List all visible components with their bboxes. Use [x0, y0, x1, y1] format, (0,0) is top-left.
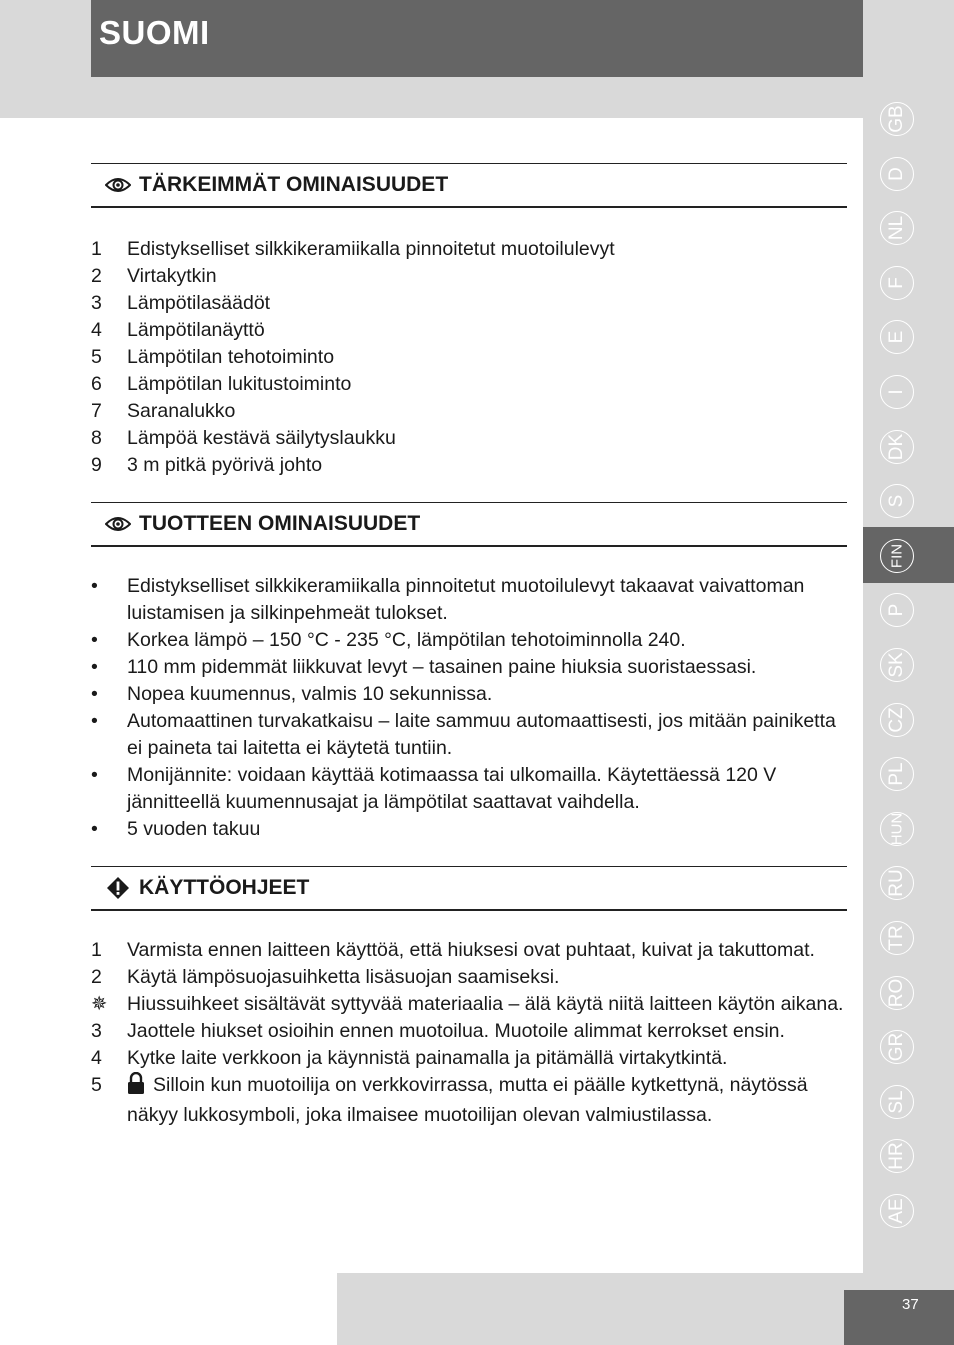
language-tab-dk[interactable]: [880, 423, 914, 471]
bullet: •: [91, 683, 98, 705]
language-tab-sl[interactable]: [880, 1078, 914, 1126]
language-tab-ro[interactable]: [880, 969, 914, 1017]
item-text: Virtakytkin: [127, 265, 217, 287]
item-text: Lämpötilanäyttö: [127, 319, 265, 341]
list-item: [91, 398, 847, 425]
spark-icon: ✵: [91, 993, 108, 1015]
list-item: [91, 708, 847, 762]
item-text: Edistykselliset silkkikeramiikalla pinnoitetut muotoilulevyt takaavat vaivattoman luistamisen ja silkinpehmeät tulokset.: [127, 575, 805, 624]
language-tab-label: RU: [886, 869, 907, 898]
page-number-box: [844, 1290, 954, 1345]
item-text: Lämpötilasäädöt: [127, 292, 271, 314]
list-item: [91, 452, 847, 479]
list-item: [91, 573, 847, 627]
item-text: Lämpötilan lukitustoiminto: [127, 373, 352, 395]
page-number: 37: [902, 1296, 919, 1313]
section-heading-text: TUOTTEEN OMINAISUUDET: [139, 512, 421, 535]
eye-icon: [103, 512, 133, 536]
item-number: 6: [91, 373, 102, 395]
item-text: Hiussuihkeet sisältävät syttyvää materiaalia – älä käytä niitä laitteen käytön aikana.: [127, 993, 844, 1015]
language-tab-label: F: [886, 276, 907, 289]
section-heading: [91, 502, 847, 547]
title-bar: [91, 0, 863, 77]
list-item: [91, 654, 847, 681]
item-text: Kytke laite verkkoon ja käynnistä painamalla ja pitämällä virtakytkintä.: [127, 1047, 728, 1069]
item-number: 5: [91, 346, 102, 368]
language-tab-label: HR: [886, 1142, 907, 1171]
item-number: 9: [91, 454, 102, 476]
bullet: •: [91, 656, 98, 678]
warning-icon: [103, 876, 133, 900]
item-text: 5 vuoden takuu: [127, 818, 261, 840]
bullet: •: [91, 575, 98, 597]
language-tab-sk[interactable]: [880, 641, 914, 689]
language-tab-label: FIN: [888, 543, 906, 568]
section-heading: [91, 866, 847, 911]
language-tab-label: PL: [886, 762, 907, 786]
item-number: 1: [91, 939, 102, 961]
item-text: Varmista ennen laitteen käyttöä, että hiuksesi ovat puhtaat, kuivat ja takuttomat.: [127, 939, 815, 961]
bullet: •: [91, 818, 98, 840]
item-number: 1: [91, 238, 102, 260]
item-text: Lämpöä kestävä säilytyslaukku: [127, 427, 396, 449]
item-number: 2: [91, 966, 102, 988]
language-tab-s[interactable]: [880, 477, 914, 525]
section-main-features: [91, 163, 847, 479]
item-number: 3: [91, 292, 102, 314]
item-number: 8: [91, 427, 102, 449]
language-tab-label: SK: [886, 652, 907, 678]
item-text: Saranalukko: [127, 400, 236, 422]
language-tab-label: HUN: [888, 812, 906, 846]
instruction-list: [91, 937, 847, 1129]
list-item: [91, 627, 847, 654]
bullet: •: [91, 764, 98, 786]
language-tab-label: GB: [886, 105, 907, 133]
list-item: [91, 816, 847, 843]
item-text: 110 mm pidemmät liikkuvat levyt – tasainen paine hiuksia suoristaessasi.: [127, 656, 757, 678]
language-tab-label: AE: [886, 1198, 907, 1224]
language-tab-gb[interactable]: [880, 95, 914, 143]
item-number: 4: [91, 1047, 102, 1069]
list-item: [91, 937, 847, 964]
language-tab-ru[interactable]: [880, 859, 914, 907]
list-item: [91, 344, 847, 371]
lock-icon: [127, 1072, 145, 1102]
language-tab-label: E: [886, 331, 907, 344]
language-tab-fin[interactable]: [880, 532, 914, 580]
list-item: [91, 1018, 847, 1045]
item-text: Monijännite: voidaan käyttää kotimaassa tai ulkomailla. Käytettäessä 120 V jännitteellä kuumennusajat ja lämpötilat saattavat vaihdella.: [127, 764, 777, 813]
list-item: [91, 1072, 847, 1129]
list-item: [91, 1045, 847, 1072]
language-tab-label: GR: [886, 1032, 907, 1062]
language-tab-label: CZ: [886, 706, 907, 733]
language-tab-ae[interactable]: [880, 1187, 914, 1235]
item-text: Automaattinen turvakatkaisu – laite sammuu automaattisesti, jos mitään painiketta ei paineta tai laitetta ei käytetä tuntiin.: [127, 710, 836, 759]
item-number: 4: [91, 319, 102, 341]
bullet: •: [91, 629, 98, 651]
feature-list: [91, 236, 847, 479]
language-tab-label: I: [886, 389, 907, 395]
item-text: Edistykselliset silkkikeramiikalla pinnoitetut muotoilulevyt: [127, 238, 615, 260]
item-text: 3 m pitkä pyörivä johto: [127, 454, 323, 476]
language-tab-pl[interactable]: [880, 750, 914, 798]
language-tab-tr[interactable]: [880, 914, 914, 962]
list-item: [91, 991, 847, 1018]
section-product-features: [91, 502, 847, 843]
item-number: 3: [91, 1020, 102, 1042]
language-tab-label: NL: [886, 216, 907, 241]
list-item: [91, 681, 847, 708]
list-item: [91, 371, 847, 398]
product-feature-list: [91, 573, 847, 843]
language-tab-nl[interactable]: [880, 204, 914, 252]
content: [91, 163, 847, 1129]
language-tab-label: DK: [886, 433, 907, 460]
language-tab-d[interactable]: [880, 150, 914, 198]
list-item: [91, 290, 847, 317]
language-tab-f[interactable]: [880, 259, 914, 307]
language-tab-label: RO: [886, 978, 907, 1007]
language-tab-label: P: [886, 604, 907, 617]
language-tab-label: SL: [886, 1090, 907, 1114]
item-number: 5: [91, 1074, 102, 1096]
item-text-content: Silloin kun muotoilija on verkkovirrassa, mutta ei päälle kytkettynä, näytössä näkyy lukkosymboli, joka ilmaisee muotoilijan olevan valmiustilassa.: [127, 1074, 808, 1126]
language-tab-label: D: [886, 166, 907, 181]
bullet: •: [91, 710, 98, 732]
item-text: Nopea kuumennus, valmis 10 sekunnissa.: [127, 683, 493, 705]
list-item: [91, 317, 847, 344]
item-text: Lämpötilan tehotoiminto: [127, 346, 335, 368]
eye-icon: [103, 173, 133, 197]
language-tab-p[interactable]: [880, 586, 914, 634]
language-tab-hun[interactable]: [880, 805, 914, 853]
item-number: 7: [91, 400, 102, 422]
list-item: [91, 263, 847, 290]
item-text: Käytä lämpösuojasuihketta lisäsuojan saamiseksi.: [127, 966, 560, 988]
section-heading-text: TÄRKEIMMÄT OMINAISUUDET: [139, 173, 449, 196]
language-tab-hr[interactable]: [880, 1132, 914, 1180]
language-tab-label: TR: [886, 925, 907, 951]
item-text: Jaottele hiukset osioihin ennen muotoilua. Muotoile alimmat kerrokset ensin.: [127, 1020, 785, 1042]
language-tab-i[interactable]: [880, 368, 914, 416]
item-text: Korkea lämpö – 150 °C - 235 °C, lämpötilan tehotoiminnolla 240.: [127, 629, 686, 651]
language-tab-label: S: [886, 494, 907, 508]
section-heading-text: KÄYTTÖOHJEET: [139, 876, 310, 899]
list-item: [91, 762, 847, 816]
list-item: [91, 236, 847, 263]
section-heading: [91, 163, 847, 208]
language-tab-e[interactable]: [880, 313, 914, 361]
list-item: [91, 964, 847, 991]
language-tab-gr[interactable]: [880, 1023, 914, 1071]
item-number: 2: [91, 265, 102, 287]
page-title: SUOMI: [99, 14, 210, 51]
item-text: [127, 1072, 847, 1129]
list-item: [91, 425, 847, 452]
language-tab-cz[interactable]: [880, 696, 914, 744]
section-instructions: [91, 866, 847, 1129]
